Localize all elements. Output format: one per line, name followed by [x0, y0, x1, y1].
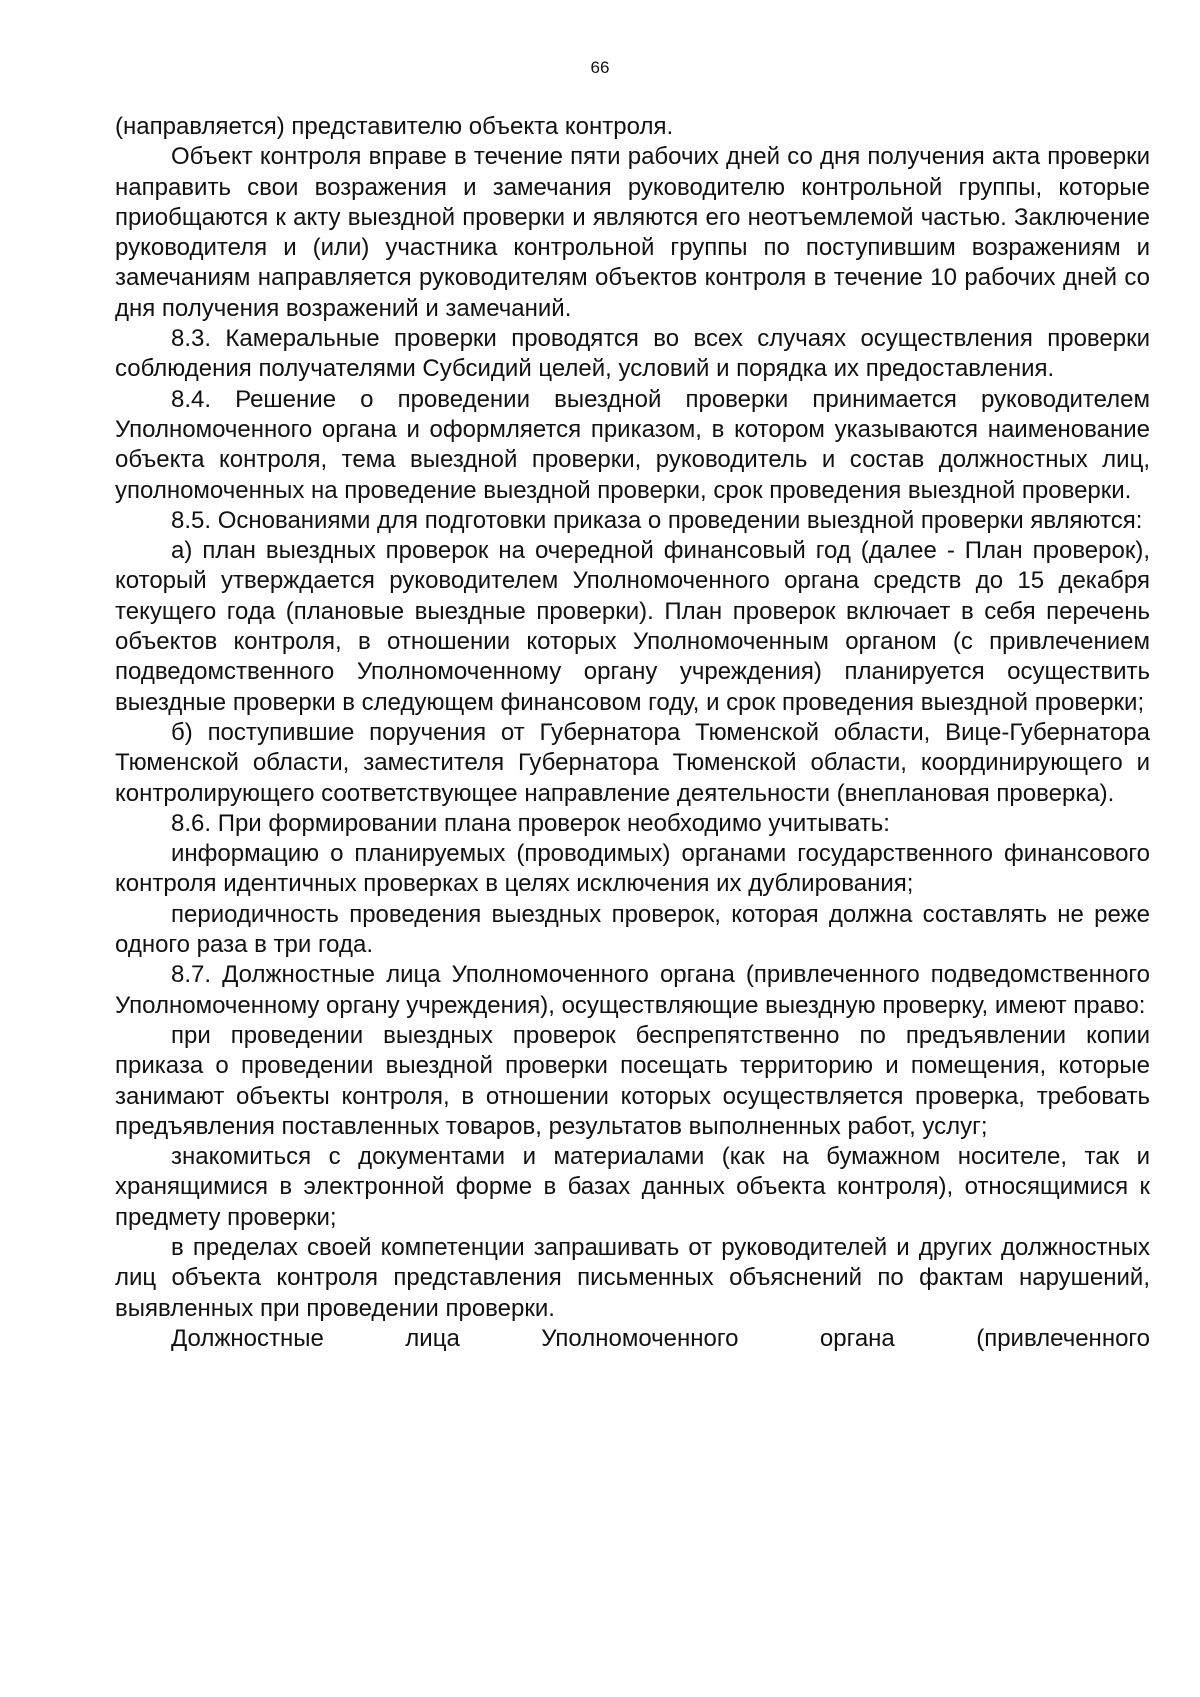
- paragraph-8-3: 8.3. Камеральные проверки проводятся во всех случаях осуществления проверки соблюдения получателями Субсидий целей, условий и порядка их предоставления.: [115, 325, 1150, 383]
- paragraph-8-5-a: а) план выездных проверок на очередной финансовый год (далее - План проверок), который утверждается руководителем Уполномоченного органа средств до 15 декабря текущего года (плановые выездные проверки). План проверок включает в себя перечень объектов контроля, в отношении которых Уполномоченным органом (с привлечением подведомственного Уполномоченному органу учреждения) планируется осуществить выездные проверки в следующем финансовом году, и срок проведения выездной проверки;: [115, 537, 1150, 716]
- paragraph-continuation: (направляется) представителю объекта контроля.: [115, 113, 674, 140]
- paragraph-8-7-item-1: при проведении выездных проверок беспрепятственно по предъявлении копии приказа о проведении выездной проверки посещать территорию и помещения, которые занимают объекты контроля, в отношении которых осуществляется проверка, требовать предъявления поставленных товаров, результатов выполненных работ, услуг;: [115, 1021, 1150, 1140]
- paragraph-8-5-b: б) поступившие поручения от Губернатора Тюменской области, Вице-Губернатора Тюменской области, заместителя Губернатора Тюменской области, координирующего и контролирующего соответствующее направление деятельности (внеплановая проверка).: [115, 718, 1150, 807]
- paragraph-8-7-item-2: знакомиться с документами и материалами (как на бумажном носителе, так и хранящимися в электронной форме в базах данных объекта контроля), относящимися к предмету проверки;: [115, 1143, 1150, 1231]
- page-number: 66: [590, 58, 610, 77]
- paragraph-objection-rights: Объект контроля вправе в течение пяти рабочих дней со дня получения акта проверки направить свои возражения и замечания руководителю контрольной группы, которые приобщаются к акту выездной проверки и являются его неотъемлемой частью. Заключение руководителя и (или) участника контрольной группы по поступившим возражениям и замечаниям направляется руководителям объектов контроля в течение 10 рабочих дней со дня получения возражений и замечаний.: [115, 143, 1150, 322]
- paragraph-8-7-item-3: в пределах своей компетенции запрашивать от руководителей и других должностных лиц объекта контроля представления письменных объяснений по фактам нарушений, выявленных при проведении проверки.: [115, 1233, 1150, 1322]
- paragraph-8-5: 8.5. Основаниями для подготовки приказа о проведении выездной проверки являются:: [171, 506, 1143, 534]
- paragraph-officials-continued: Должностные лица Уполномоченного органа (привлеченного: [171, 1324, 1150, 1352]
- paragraph-8-4: 8.4. Решение о проведении выездной проверки принимается руководителем Уполномоченного органа и оформляется приказом, в котором указываются наименование объекта контроля, тема выездной проверки, руководитель и состав должностных лиц, уполномоченных на проведение выездной проверки, срок проведения выездной проверки.: [115, 385, 1150, 504]
- paragraph-8-6-item-1: информацию о планируемых (проводимых) органами государственного финансового контроля идентичных проверках в целях исключения их дублирования;: [115, 840, 1150, 898]
- paragraph-8-6-item-2: периодичность проведения выездных проверок, которая должна составлять не реже одного раза в три года.: [115, 900, 1150, 959]
- paragraph-8-7: 8.7. Должностные лица Уполномоченного органа (привлеченного подведомственного Уполномоченному органу учреждения), осуществляющие выездную проверку, имеют право:: [115, 961, 1150, 1019]
- paragraph-8-6: 8.6. При формировании плана проверок необходимо учитывать:: [171, 809, 890, 837]
- document-body: [115, 112, 1150, 1354]
